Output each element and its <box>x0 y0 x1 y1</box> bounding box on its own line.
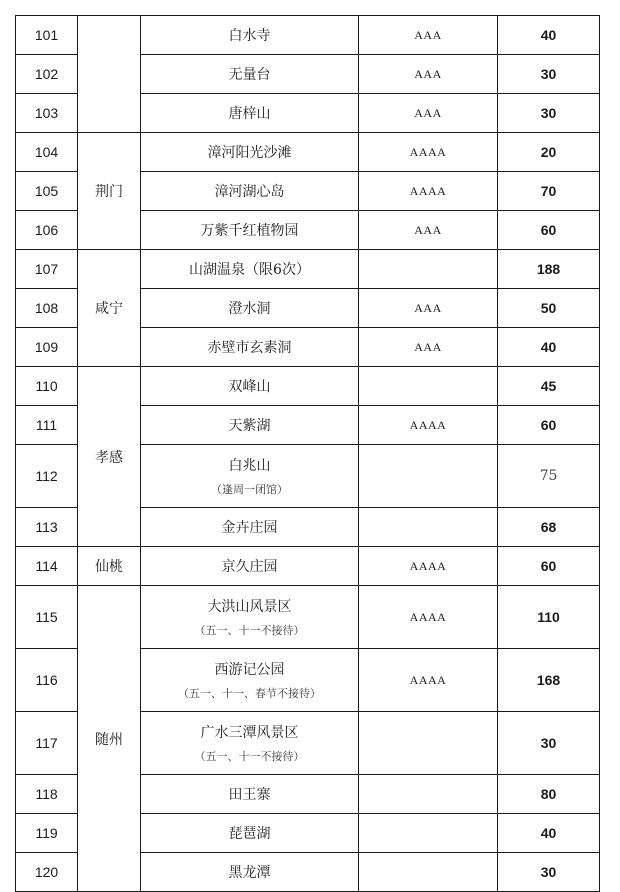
table-row <box>16 586 600 649</box>
table-row <box>16 133 600 172</box>
ticket-price: 45 <box>498 367 600 406</box>
rating-level: AAA <box>359 16 498 55</box>
row-number: 120 <box>16 853 78 892</box>
row-number: 114 <box>16 547 78 586</box>
table-row <box>16 16 600 55</box>
spot-name: 天紫湖 <box>141 406 359 445</box>
spot-name: 西游记公园 <box>214 662 285 678</box>
spot-name: 大洪山风景区 <box>207 599 292 615</box>
table-row <box>16 250 600 289</box>
ticket-price: 110 <box>498 586 600 649</box>
row-number: 105 <box>16 172 78 211</box>
ticket-price: 60 <box>498 211 600 250</box>
row-number: 111 <box>16 406 78 445</box>
row-number: 113 <box>16 508 78 547</box>
row-number: 118 <box>16 775 78 814</box>
ticket-price: 20 <box>498 133 600 172</box>
city-cell-blank <box>78 16 141 133</box>
spot-note: （逢周一闭馆） <box>211 483 288 496</box>
ticket-price: 30 <box>498 853 600 892</box>
spot-name: 双峰山 <box>141 367 359 406</box>
row-number: 119 <box>16 814 78 853</box>
ticket-price: 30 <box>498 712 600 775</box>
ticket-price: 50 <box>498 289 600 328</box>
row-number: 110 <box>16 367 78 406</box>
table-row <box>16 547 600 586</box>
rating-level: AAA <box>359 55 498 94</box>
rating-level <box>359 508 498 547</box>
rating-level: AAA <box>359 211 498 250</box>
row-number: 107 <box>16 250 78 289</box>
rating-level: AAAA <box>359 406 498 445</box>
spot-name: 金卉庄园 <box>141 508 359 547</box>
ticket-price: 80 <box>498 775 600 814</box>
rating-level <box>359 367 498 406</box>
spot-name-cell <box>141 712 359 775</box>
spot-name: 田王寨 <box>141 775 359 814</box>
rating-level: AAA <box>359 94 498 133</box>
ticket-price: 30 <box>498 55 600 94</box>
ticket-price: 60 <box>498 406 600 445</box>
row-number: 106 <box>16 211 78 250</box>
rating-level: AAA <box>359 328 498 367</box>
rating-level <box>359 445 498 508</box>
row-number: 109 <box>16 328 78 367</box>
spot-note: （五一、十一不接待） <box>194 750 305 763</box>
rating-level: AAAA <box>359 172 498 211</box>
ticket-price: 75 <box>498 445 600 508</box>
spot-name: 赤壁市玄素洞 <box>141 328 359 367</box>
ticket-price: 70 <box>498 172 600 211</box>
spot-name: 唐梓山 <box>141 94 359 133</box>
spot-name: 无量台 <box>141 55 359 94</box>
ticket-price: 188 <box>498 250 600 289</box>
spot-name: 京久庄园 <box>141 547 359 586</box>
spot-name: 澄水洞 <box>141 289 359 328</box>
spot-name: 漳河阳光沙滩 <box>141 133 359 172</box>
spot-name: 漳河湖心岛 <box>141 172 359 211</box>
rating-level: AAA <box>359 289 498 328</box>
row-number: 117 <box>16 712 78 775</box>
row-number: 108 <box>16 289 78 328</box>
rating-level <box>359 853 498 892</box>
spot-name-cell <box>141 586 359 649</box>
city-cell-jingmen: 荆门 <box>78 133 141 250</box>
row-number: 116 <box>16 649 78 712</box>
rating-level <box>359 814 498 853</box>
ticket-price: 30 <box>498 94 600 133</box>
ticket-price: 40 <box>498 814 600 853</box>
rating-level: AAAA <box>359 547 498 586</box>
spot-name: 白兆山 <box>228 458 271 474</box>
row-number: 115 <box>16 586 78 649</box>
city-cell-xiantao: 仙桃 <box>78 547 141 586</box>
ticket-price: 168 <box>498 649 600 712</box>
spot-note: （五一、十一、春节不接待） <box>178 687 321 700</box>
city-cell-xiaogan: 孝感 <box>78 367 141 547</box>
spot-name-cell <box>141 445 359 508</box>
spot-name: 黑龙潭 <box>141 853 359 892</box>
ticket-price: 60 <box>498 547 600 586</box>
rating-level: AAAA <box>359 649 498 712</box>
table-row <box>16 367 600 406</box>
row-number: 102 <box>16 55 78 94</box>
city-cell-suizhou: 随州 <box>78 586 141 892</box>
spot-name: 山湖温泉（限6次） <box>141 250 359 289</box>
row-number: 101 <box>16 16 78 55</box>
row-number: 112 <box>16 445 78 508</box>
spot-note: （五一、十一不接待） <box>194 624 305 637</box>
spot-name: 白水寺 <box>141 16 359 55</box>
spot-name: 万紫千红植物园 <box>141 211 359 250</box>
rating-level <box>359 712 498 775</box>
ticket-price: 40 <box>498 328 600 367</box>
city-cell-xianning: 咸宁 <box>78 250 141 367</box>
spot-name: 广水三潭风景区 <box>200 725 299 741</box>
row-number: 103 <box>16 94 78 133</box>
row-number: 104 <box>16 133 78 172</box>
rating-level <box>359 775 498 814</box>
spot-name: 琵琶湖 <box>141 814 359 853</box>
spot-name-cell <box>141 649 359 712</box>
rating-level <box>359 250 498 289</box>
rating-level: AAAA <box>359 586 498 649</box>
scenic-spot-table <box>15 15 600 892</box>
ticket-price: 68 <box>498 508 600 547</box>
rating-level: AAAA <box>359 133 498 172</box>
ticket-price: 40 <box>498 16 600 55</box>
